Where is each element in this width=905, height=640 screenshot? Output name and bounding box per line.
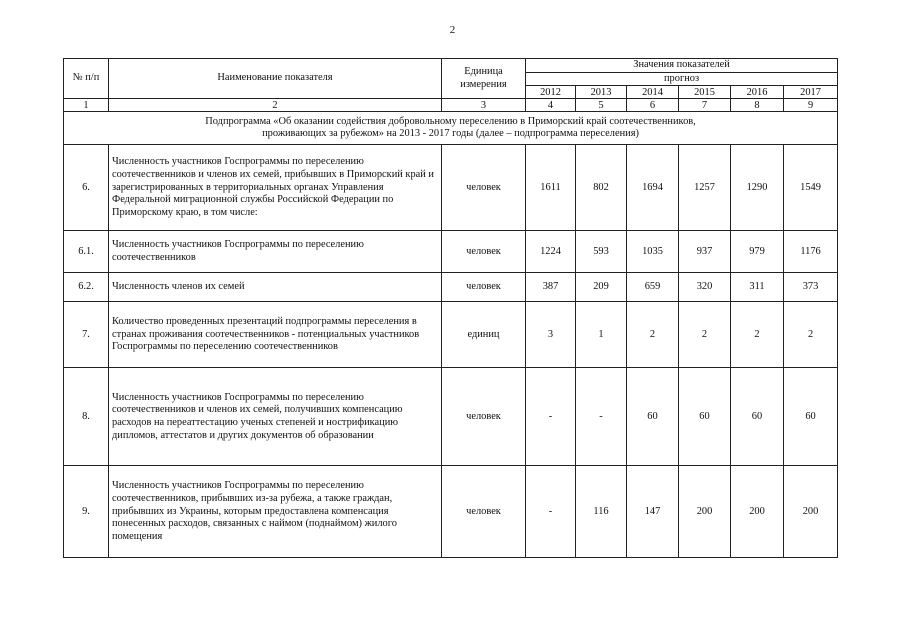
section-row xyxy=(64,112,838,145)
row-unit: человек xyxy=(442,368,526,466)
column-number: 9 xyxy=(784,99,838,112)
row-value: 2 xyxy=(679,302,731,368)
row-name: Численность участников Госпрограммы по переселению соотечественников и членов их семей, получивших компенсацию расходов на переаттестацию ученых степеней и нострификацию дипломов, аттестатов и других документов об образовании xyxy=(109,368,442,466)
row-value: - xyxy=(526,368,576,466)
header-number: № п/п xyxy=(64,59,109,99)
row-value: 200 xyxy=(731,466,784,558)
row-value: 209 xyxy=(576,273,627,302)
row-unit: единиц xyxy=(442,302,526,368)
row-value: 1257 xyxy=(679,145,731,231)
row-value: 1 xyxy=(576,302,627,368)
row-unit: человек xyxy=(442,466,526,558)
row-value: 116 xyxy=(576,466,627,558)
row-value: 1176 xyxy=(784,231,838,273)
header-forecast: прогноз xyxy=(526,72,838,86)
row-value: 60 xyxy=(679,368,731,466)
row-number: 7. xyxy=(64,302,109,368)
row-number: 6.2. xyxy=(64,273,109,302)
header-year: 2016 xyxy=(731,86,784,99)
row-value: 60 xyxy=(784,368,838,466)
section-title-line: проживающих за рубежом» на 2013 - 2017 годы (далее – подпрограмма переселения) xyxy=(262,128,639,140)
column-number: 1 xyxy=(64,99,109,112)
row-number: 6.1. xyxy=(64,231,109,273)
column-number: 2 xyxy=(109,99,442,112)
header-values: Значения показателей xyxy=(526,59,838,73)
row-value: 200 xyxy=(679,466,731,558)
row-value: 311 xyxy=(731,273,784,302)
header-year: 2013 xyxy=(576,86,627,99)
header-unit: Единица измерения xyxy=(442,59,526,99)
column-number-row xyxy=(64,99,838,112)
row-value: - xyxy=(576,368,627,466)
row-name: Численность участников Госпрограммы по переселению соотечественников и членов их семей, прибывших в Приморский край и зарегистрированных в территориальных органах Управления Федеральной миграционной службы Российской Федерации по Приморскому краю, в том числе: xyxy=(109,145,442,231)
table-row xyxy=(64,231,838,273)
row-value: 2 xyxy=(731,302,784,368)
table-row xyxy=(64,302,838,368)
row-value: 373 xyxy=(784,273,838,302)
row-value: 147 xyxy=(627,466,679,558)
row-value: 1290 xyxy=(731,145,784,231)
row-value: - xyxy=(526,466,576,558)
page-number: 2 xyxy=(449,24,456,36)
table-row xyxy=(64,368,838,466)
row-value: 2 xyxy=(784,302,838,368)
row-value: 659 xyxy=(627,273,679,302)
row-value: 1035 xyxy=(627,231,679,273)
header-name: Наименование показателя xyxy=(109,59,442,99)
table-row xyxy=(64,145,838,231)
row-value: 979 xyxy=(731,231,784,273)
row-value: 1549 xyxy=(784,145,838,231)
row-value: 1224 xyxy=(526,231,576,273)
row-value: 387 xyxy=(526,273,576,302)
row-number: 6. xyxy=(64,145,109,231)
table-row xyxy=(64,466,838,558)
table-row xyxy=(64,273,838,302)
column-number: 3 xyxy=(442,99,526,112)
header-year: 2012 xyxy=(526,86,576,99)
row-unit: человек xyxy=(442,231,526,273)
row-value: 937 xyxy=(679,231,731,273)
column-number: 8 xyxy=(731,99,784,112)
column-number: 4 xyxy=(526,99,576,112)
row-value: 802 xyxy=(576,145,627,231)
row-name: Численность членов их семей xyxy=(109,273,442,302)
row-value: 320 xyxy=(679,273,731,302)
row-value: 200 xyxy=(784,466,838,558)
row-number: 9. xyxy=(64,466,109,558)
section-title xyxy=(64,112,838,145)
row-value: 2 xyxy=(627,302,679,368)
row-unit: человек xyxy=(442,145,526,231)
row-number: 8. xyxy=(64,368,109,466)
section-title-line: Подпрограмма «Об оказании содействия добровольному переселению в Приморский край соотечественников, xyxy=(205,115,696,127)
row-value: 1611 xyxy=(526,145,576,231)
row-name: Численность участников Госпрограммы по переселению соотечественников xyxy=(109,231,442,273)
row-unit: человек xyxy=(442,273,526,302)
row-value: 60 xyxy=(627,368,679,466)
column-number: 5 xyxy=(576,99,627,112)
header-year: 2014 xyxy=(627,86,679,99)
row-value: 593 xyxy=(576,231,627,273)
header-row xyxy=(64,59,838,73)
row-name: Количество проведенных презентаций подпрограммы переселения в странах проживания соотечественников - потенциальных участников Госпрограммы по переселению соотечественников xyxy=(109,302,442,368)
header-year: 2015 xyxy=(679,86,731,99)
row-value: 1694 xyxy=(627,145,679,231)
row-name: Численность участников Госпрограммы по переселению соотечественников, прибывших из-за рубежа, а также граждан, прибывших из Украины, которым предоставлена компенсация понесенных расходов, связанных с наймом (поднаймом) жилого помещения xyxy=(109,466,442,558)
header-year: 2017 xyxy=(784,86,838,99)
row-value: 3 xyxy=(526,302,576,368)
row-value: 60 xyxy=(731,368,784,466)
column-number: 6 xyxy=(627,99,679,112)
indicators-table xyxy=(63,58,838,558)
column-number: 7 xyxy=(679,99,731,112)
